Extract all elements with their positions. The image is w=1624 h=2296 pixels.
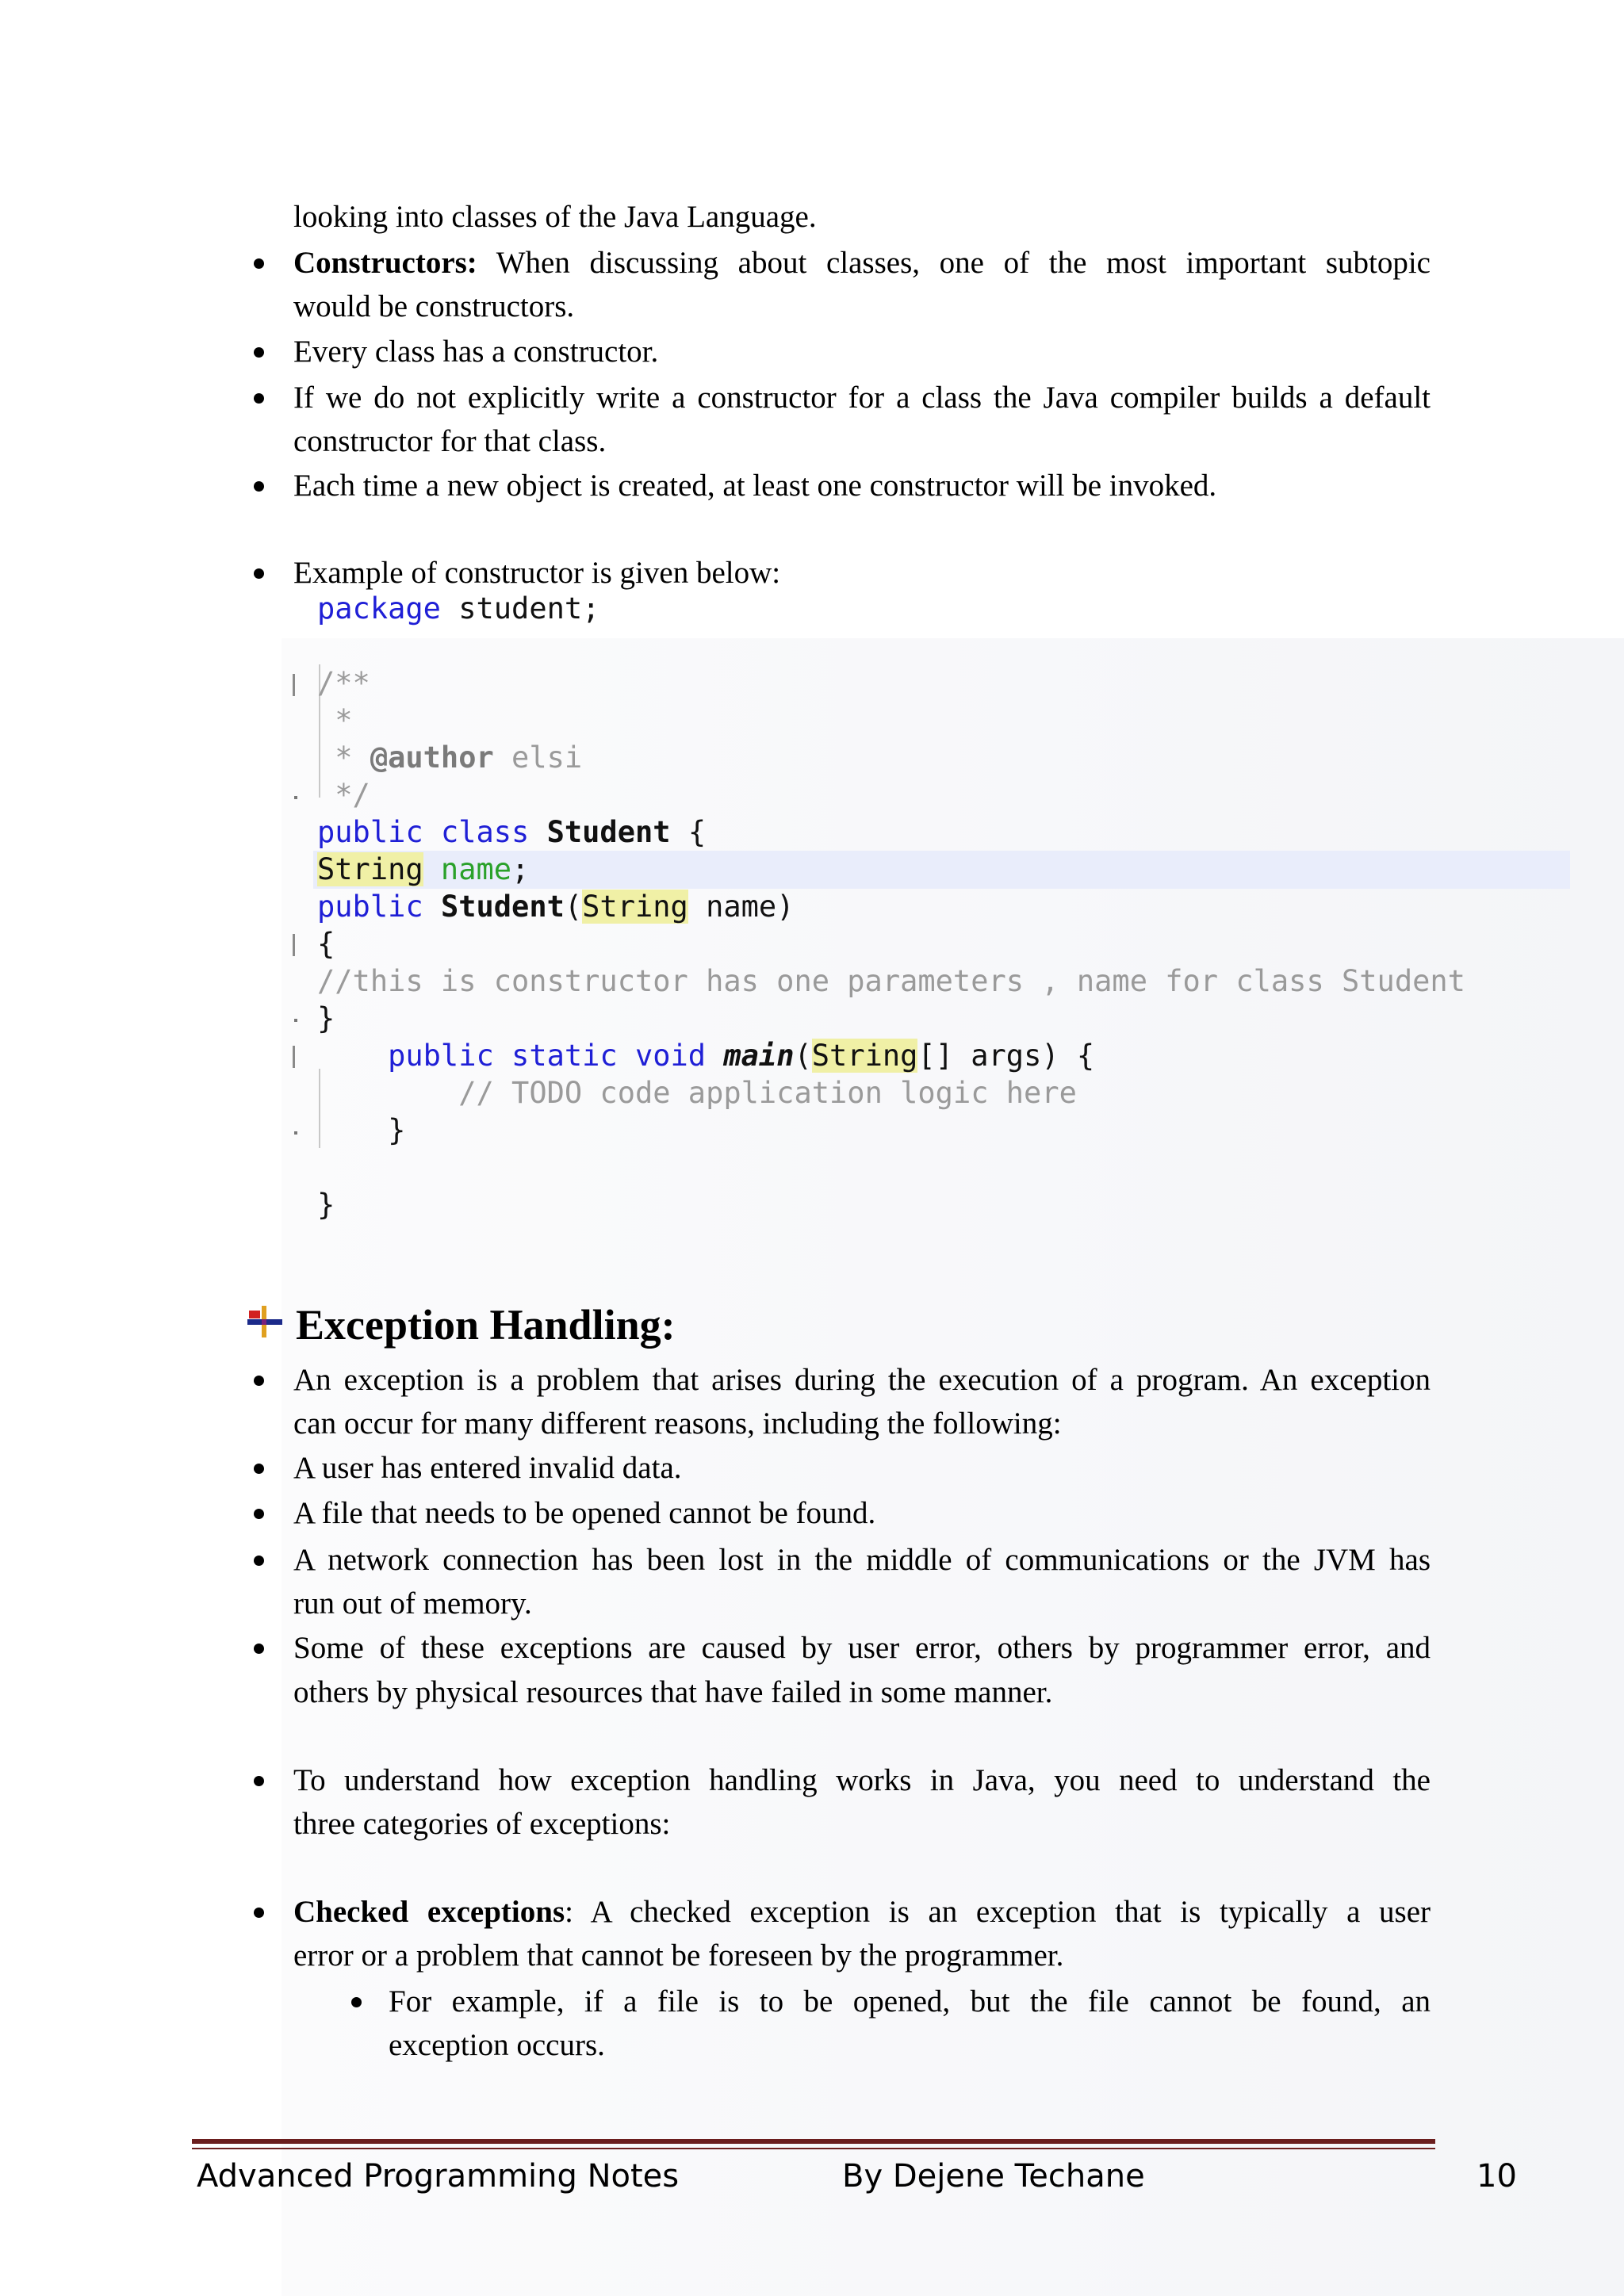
bullet-dot [254,1556,264,1566]
field-name: name [423,852,512,886]
bullet-dot [254,568,264,579]
sub-bullet-dot [351,1997,362,2007]
exception-bullet-1-line-1: An exception is a problem that arises during the execution of a program. An exception [293,1363,1431,1397]
code-todo-comment [317,1074,1077,1112]
type-string: String [317,852,423,886]
page-number: 10 [1477,2158,1517,2195]
doc-author-tag: @author [370,740,494,775]
todo-comment-text: // TODO code application logic here [458,1076,1077,1110]
main-close-brace: } [388,1113,406,1147]
constructors-line-2: would be constructors. [293,289,575,323]
checked-exceptions-line-2: error or a problem that cannot be foreseen by the programmer. [293,1938,1064,1973]
fold-marker [293,934,295,956]
exception-bullet-1-line-2: can occur for many different reasons, including the following: [293,1406,1062,1441]
exception-bullet-3: A file that needs to be opened cannot be found. [293,1496,876,1530]
keyword-public: public [388,1039,494,1073]
footer-rule [192,2139,1435,2144]
code-main-signature [317,1037,1094,1074]
method-main: main [723,1039,795,1073]
bullet-example: Example of constructor is given below: [293,556,781,590]
sub-bullet-line-2: exception occurs. [389,2028,605,2062]
exception-bullet-6-line-1: To understand how exception handling works in Java, you need to understand the [293,1763,1431,1797]
code-field-declaration [317,851,529,888]
paren-open: ( [564,890,583,924]
class-brace: { [670,815,707,849]
bullet-dot [254,347,264,358]
bullet-every-class: Every class has a constructor. [293,335,659,369]
constructors-label: Constructors: [293,246,477,280]
sub-bullet-line-1: For example, if a file is to be opened, but the file cannot be found, an [389,1984,1431,2019]
fold-marker [293,674,295,696]
keyword-public: public [317,815,423,849]
class-name: Student [546,815,671,849]
keyword-static: static [511,1039,618,1073]
exception-bullet-5-line-2: others by physical resources that have failed in some manner. [293,1675,1053,1709]
bullet-dot [254,1376,264,1386]
main-params: [] args) { [917,1039,1095,1073]
code-class-declaration [317,813,706,851]
bullet-dot [254,1464,264,1474]
checked-exceptions-line-1 [293,1891,1431,1934]
footer-author: By Dejene Techane [842,2158,1145,2195]
fold-marker [293,1046,295,1068]
package-name: student; [440,591,600,626]
fold-end-dot [294,1131,297,1135]
footer-title: Advanced Programming Notes [197,2158,680,2195]
bullet-dot [254,393,264,404]
bullet-dot [254,1908,264,1918]
code-block-open: { [317,927,335,961]
code-doc-author [317,739,582,776]
code-constructor-comment: //this is constructor has one parameters , name for class Student [317,964,1465,998]
keyword-public: public [317,890,423,924]
code-doc-open: /** [317,666,370,700]
bullet-dot [254,481,264,492]
code-doc-star: * [317,703,353,737]
bullet-dot [254,1776,264,1786]
keyword-package: package [317,591,441,626]
bullet-each-time: Each time a new object is created, at least one constructor will be invoked. [293,469,1217,503]
exception-bullet-2: A user has entered invalid data. [293,1451,682,1485]
intro-line: looking into classes of the Java Language. [293,200,817,234]
keyword-class: class [440,815,530,849]
code-block-close: } [317,1001,335,1035]
bullet-dot [254,1509,264,1519]
fold-end-dot [294,796,297,799]
doc-author-prefix: * [317,740,370,775]
bullet-dot [254,258,264,269]
footer-rule-thin [192,2148,1435,2149]
field-semicolon: ; [511,852,530,886]
code-class-close: } [317,1188,335,1222]
code-main-close [317,1112,405,1149]
exception-bullet-5-line-1: Some of these exceptions are caused by user error, others by programmer error, and [293,1631,1431,1665]
section-heading: Exception Handling: [296,1301,676,1349]
code-doc-close: */ [317,778,370,812]
bullet-default-line-2: constructor for that class. [293,424,607,458]
bullet-default-line-1: If we do not explicitly write a constructor for a class the Java compiler builds a default [293,381,1431,415]
bullet-dot [254,1644,264,1654]
doc-author-name: elsi [493,740,583,775]
paren-open: ( [794,1039,812,1073]
keyword-void: void [634,1039,707,1073]
code-package-line [317,590,599,627]
checked-exceptions-text: : A checked exception is an exception that is typically a user [565,1895,1431,1929]
constructor-param: name) [688,890,795,924]
fold-end-dot [294,1019,297,1022]
type-string: String [582,890,688,924]
exception-bullet-6-line-2: three categories of exceptions: [293,1807,671,1841]
constructor-name: Student [440,890,565,924]
code-constructor-signature [317,888,794,925]
exception-bullet-4-line-1: A network connection has been lost in the middle of communications or the JVM has [293,1543,1431,1577]
checked-exceptions-label: Checked exceptions [293,1895,565,1929]
constructors-text-1: When discussing about classes, one of the most important subtopic [477,246,1431,280]
type-string: String [811,1039,918,1073]
exception-bullet-4-line-2: run out of memory. [293,1586,532,1621]
bullet-cross-icon [246,1304,284,1339]
constructors-line-1 [293,242,1431,285]
